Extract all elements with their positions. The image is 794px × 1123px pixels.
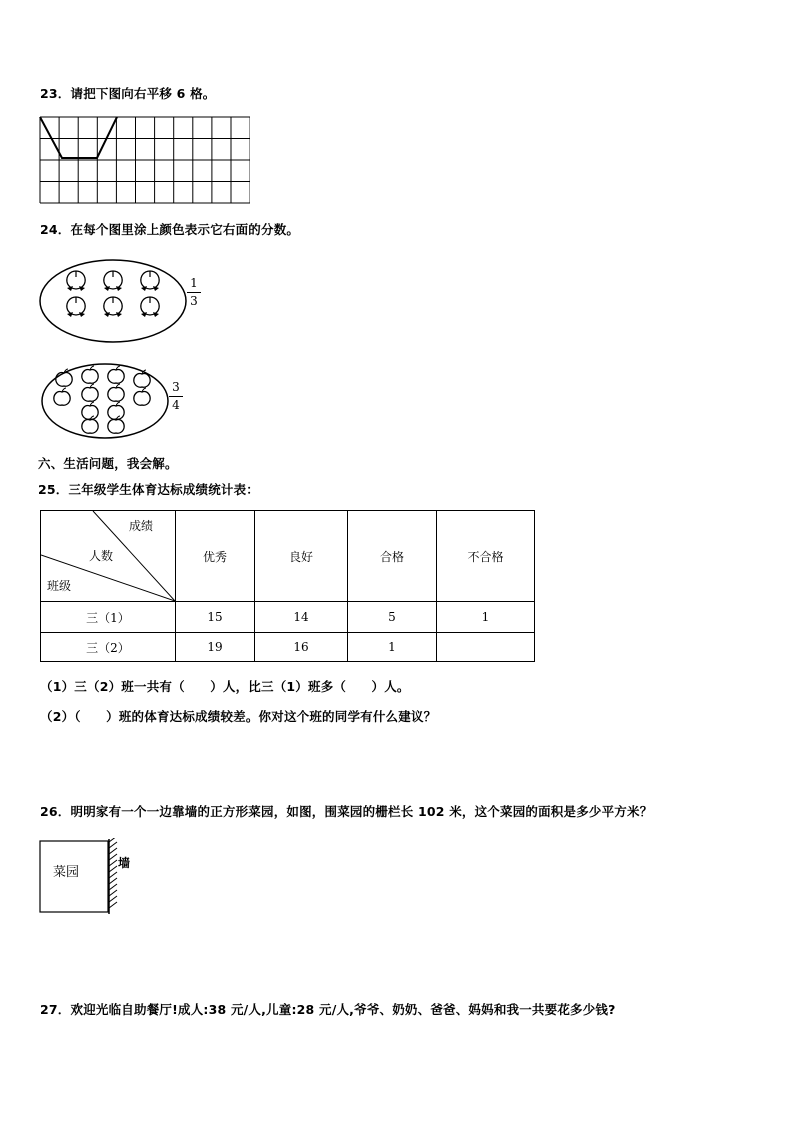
apple-icon [108, 384, 124, 401]
header-label-class: 班级 [47, 579, 72, 593]
apple-icon [82, 384, 98, 401]
column-header: 良好 [255, 511, 348, 602]
apple-icon [82, 366, 98, 383]
oval-with-peaches [38, 258, 188, 344]
section-6-heading: 六、生活问题，我会解。 [38, 456, 178, 471]
apple-icon [108, 366, 124, 383]
apple-icon [108, 402, 124, 419]
peach-icon [141, 271, 159, 291]
peach-icon [104, 297, 122, 317]
table-cell: 19 [176, 633, 255, 662]
grid-figure [39, 116, 250, 205]
garden-label: 菜园 [53, 865, 80, 880]
header-label-grade: 成绩 [129, 519, 154, 533]
fraction-denominator: 3 [190, 294, 198, 308]
peach-icon [141, 297, 159, 317]
table-cell: 16 [255, 633, 348, 662]
apple-icon [134, 388, 150, 405]
question-26-text: 26．明明家有一个一边靠墙的正方形菜园，如图，围菜园的栅栏长 102 米，这个菜园的面积是多少平方米？ [40, 804, 653, 819]
fraction-denominator: 4 [172, 398, 180, 412]
question-24-text: 24．在每个图里涂上颜色表示它右面的分数。 [40, 222, 300, 237]
stats-table [40, 510, 535, 662]
fraction-one-third [187, 276, 201, 309]
peach-icon [67, 271, 85, 291]
fraction-numerator: 1 [190, 276, 198, 290]
diagonal-header-cell [41, 511, 176, 602]
peach-icon [67, 297, 85, 317]
header-label-count: 人数 [89, 549, 114, 563]
table-cell: 15 [176, 602, 255, 633]
column-header: 不合格 [437, 511, 535, 602]
question-23-text: 23．请把下图向右平移 6 格。 [40, 86, 216, 101]
table-cell: 1 [348, 633, 437, 662]
row-label: 三（1） [41, 602, 176, 633]
oval-with-apples [40, 362, 170, 440]
table-cell [437, 633, 535, 662]
wall-label: 墙 [118, 856, 131, 870]
table-cell: 5 [348, 602, 437, 633]
table-row [41, 602, 535, 633]
column-header: 合格 [348, 511, 437, 602]
fraction-numerator: 3 [172, 380, 180, 394]
peach-icon [104, 271, 122, 291]
fraction-three-quarters [169, 380, 183, 413]
table-row [41, 633, 535, 662]
apple-icon [82, 402, 98, 419]
question-25-text: 25．三年级学生体育达标成绩统计表： [38, 482, 259, 497]
table-cell: 1 [437, 602, 535, 633]
table-cell: 14 [255, 602, 348, 633]
row-label: 三（2） [41, 633, 176, 662]
question-25-sub-1: （1）三（2）班一共有（ ）人，比三（1）班多（ ）人。 [40, 679, 410, 694]
table-header-row [41, 511, 535, 602]
question-25-sub-2: （2）（ ）班的体育达标成绩较差。你对这个班的同学有什么建议？ [40, 709, 437, 724]
apple-icon [54, 388, 70, 405]
column-header: 优秀 [176, 511, 255, 602]
question-27-text: 27．欢迎光临自助餐厅!成人:38 元/人,儿童:28 元/人,爷爷、奶奶、爸爸、妈妈和我一共要花多少钱? [40, 1002, 616, 1017]
apple-icon [134, 370, 150, 387]
apple-icon [56, 369, 72, 386]
